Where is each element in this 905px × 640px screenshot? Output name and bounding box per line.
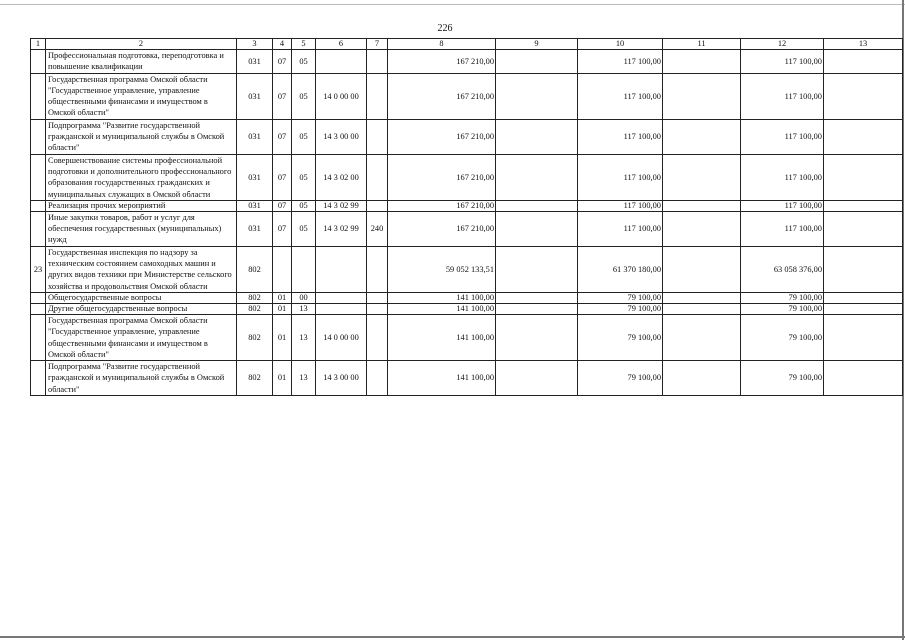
column-header: 10 [578, 39, 663, 50]
amount-cell [496, 292, 578, 303]
target-article-cell: 14 0 00 00 [316, 73, 367, 119]
code-cell: 802 [237, 246, 273, 292]
row-number-cell [31, 361, 46, 396]
amount-cell [824, 246, 903, 292]
amount-cell: 79 100,00 [578, 314, 663, 360]
amount-cell [663, 361, 741, 396]
amount-cell [824, 211, 903, 246]
column-header: 7 [367, 39, 388, 50]
target-article-cell [316, 246, 367, 292]
table-body [31, 39, 903, 396]
row-number-cell [31, 314, 46, 360]
row-number-cell [31, 211, 46, 246]
amount-cell [496, 73, 578, 119]
column-header: 6 [316, 39, 367, 50]
item-name-cell: Подпрограмма "Развитие государственной гражданской и муниципальной службы в Омской области" [46, 119, 237, 154]
amount-cell: 117 100,00 [578, 200, 663, 211]
table-row [31, 292, 903, 303]
expense-type-cell [367, 119, 388, 154]
item-name-cell: Государственная программа Омской области "Государственное управление, управление общественными финансами и имуществом в Омской области" [46, 73, 237, 119]
target-article-cell: 14 3 02 99 [316, 200, 367, 211]
subsection-cell: 13 [292, 361, 316, 396]
target-article-cell: 14 3 00 00 [316, 119, 367, 154]
column-header: 11 [663, 39, 741, 50]
subsection-cell: 05 [292, 119, 316, 154]
table-row [31, 246, 903, 292]
amount-cell [496, 154, 578, 200]
row-number-cell [31, 119, 46, 154]
amount-cell: 117 100,00 [578, 73, 663, 119]
item-name-cell: Профессиональная подготовка, переподготовка и повышение квалификации [46, 50, 237, 74]
header-row [31, 39, 903, 50]
amount-cell: 79 100,00 [741, 361, 824, 396]
section-cell: 07 [273, 73, 292, 119]
amount-cell: 79 100,00 [578, 292, 663, 303]
expense-type-cell [367, 50, 388, 74]
item-name-cell: Государственная программа Омской области "Государственное управление, управление общественными финансами и имуществом в Омской области" [46, 314, 237, 360]
amount-cell [824, 292, 903, 303]
amount-cell [496, 246, 578, 292]
code-cell: 802 [237, 361, 273, 396]
row-number-cell [31, 73, 46, 119]
item-name-cell: Реализация прочих мероприятий [46, 200, 237, 211]
expense-type-cell [367, 292, 388, 303]
amount-cell [496, 303, 578, 314]
section-cell: 07 [273, 211, 292, 246]
amount-cell: 167 210,00 [388, 200, 496, 211]
table-row [31, 314, 903, 360]
target-article-cell [316, 50, 367, 74]
amount-cell [663, 314, 741, 360]
item-name-cell: Подпрограмма "Развитие государственной гражданской и муниципальной службы в Омской области" [46, 361, 237, 396]
amount-cell: 167 210,00 [388, 154, 496, 200]
section-cell: 07 [273, 50, 292, 74]
amount-cell: 167 210,00 [388, 73, 496, 119]
item-name-cell: Иные закупки товаров, работ и услуг для обеспечения государственных (муниципальных) нужд [46, 211, 237, 246]
table-row [31, 119, 903, 154]
amount-cell [496, 314, 578, 360]
amount-cell: 117 100,00 [578, 211, 663, 246]
scan-edge-top [0, 4, 905, 5]
code-cell: 031 [237, 200, 273, 211]
column-header: 8 [388, 39, 496, 50]
section-cell: 01 [273, 292, 292, 303]
subsection-cell: 13 [292, 303, 316, 314]
section-cell: 01 [273, 361, 292, 396]
subsection-cell: 05 [292, 200, 316, 211]
code-cell: 031 [237, 73, 273, 119]
amount-cell: 141 100,00 [388, 292, 496, 303]
code-cell: 031 [237, 50, 273, 74]
amount-cell [663, 303, 741, 314]
amount-cell [663, 211, 741, 246]
amount-cell: 141 100,00 [388, 303, 496, 314]
expense-type-cell [367, 361, 388, 396]
subsection-cell: 05 [292, 50, 316, 74]
amount-cell: 79 100,00 [741, 292, 824, 303]
amount-cell [496, 200, 578, 211]
amount-cell: 61 370 180,00 [578, 246, 663, 292]
amount-cell: 117 100,00 [741, 200, 824, 211]
amount-cell [824, 50, 903, 74]
row-number-cell [31, 303, 46, 314]
code-cell: 031 [237, 154, 273, 200]
column-header: 13 [824, 39, 903, 50]
amount-cell [824, 73, 903, 119]
item-name-cell: Другие общегосударственные вопросы [46, 303, 237, 314]
amount-cell: 167 210,00 [388, 50, 496, 74]
expense-type-cell [367, 154, 388, 200]
column-header: 12 [741, 39, 824, 50]
expense-type-cell [367, 303, 388, 314]
row-number-cell [31, 292, 46, 303]
amount-cell [663, 246, 741, 292]
expense-type-cell [367, 314, 388, 360]
amount-cell: 167 210,00 [388, 211, 496, 246]
item-name-cell: Совершенствование системы профессиональной подготовки и дополнительного профессионального образования государственных гражданских и муниципальных служащих в Омской области [46, 154, 237, 200]
page-number: 226 [437, 23, 453, 34]
amount-cell [496, 50, 578, 74]
target-article-cell [316, 292, 367, 303]
row-number-cell [31, 50, 46, 74]
target-article-cell: 14 3 00 00 [316, 361, 367, 396]
amount-cell [824, 303, 903, 314]
column-header: 9 [496, 39, 578, 50]
amount-cell: 117 100,00 [741, 50, 824, 74]
item-name-cell: Общегосударственные вопросы [46, 292, 237, 303]
expense-type-cell [367, 246, 388, 292]
target-article-cell: 14 3 02 00 [316, 154, 367, 200]
row-number-cell [31, 154, 46, 200]
code-cell: 031 [237, 119, 273, 154]
code-cell: 802 [237, 292, 273, 303]
target-article-cell: 14 3 02 99 [316, 211, 367, 246]
section-cell: 07 [273, 119, 292, 154]
table-row [31, 73, 903, 119]
target-article-cell [316, 303, 367, 314]
subsection-cell: 05 [292, 73, 316, 119]
table-row [31, 211, 903, 246]
amount-cell: 117 100,00 [741, 73, 824, 119]
amount-cell [663, 50, 741, 74]
subsection-cell: 05 [292, 154, 316, 200]
amount-cell: 141 100,00 [388, 314, 496, 360]
amount-cell: 79 100,00 [741, 303, 824, 314]
amount-cell: 117 100,00 [578, 50, 663, 74]
target-article-cell: 14 0 00 00 [316, 314, 367, 360]
section-cell: 01 [273, 303, 292, 314]
row-number-cell [31, 200, 46, 211]
expense-type-cell [367, 73, 388, 119]
column-header: 3 [237, 39, 273, 50]
table-row [31, 303, 903, 314]
section-cell: 07 [273, 154, 292, 200]
amount-cell [663, 154, 741, 200]
amount-cell: 79 100,00 [578, 303, 663, 314]
table-row [31, 154, 903, 200]
table-row [31, 200, 903, 211]
item-name-cell: Государственная инспекция по надзору за техническим состоянием самоходных машин и других видов техники при Министерстве сельского хозяйства и продовольствия Омской области [46, 246, 237, 292]
row-number-cell: 23 [31, 246, 46, 292]
section-cell [273, 246, 292, 292]
scan-edge-bottom [0, 636, 905, 638]
amount-cell [824, 154, 903, 200]
code-cell: 802 [237, 314, 273, 360]
section-cell: 07 [273, 200, 292, 211]
column-header: 1 [31, 39, 46, 50]
amount-cell: 117 100,00 [741, 211, 824, 246]
column-header: 4 [273, 39, 292, 50]
subsection-cell: 00 [292, 292, 316, 303]
amount-cell: 117 100,00 [578, 154, 663, 200]
amount-cell [663, 200, 741, 211]
amount-cell [663, 119, 741, 154]
table-row [31, 361, 903, 396]
amount-cell [663, 292, 741, 303]
amount-cell [496, 361, 578, 396]
column-header: 5 [292, 39, 316, 50]
amount-cell [496, 119, 578, 154]
column-header: 2 [46, 39, 237, 50]
expense-type-cell: 240 [367, 211, 388, 246]
table-row [31, 50, 903, 74]
code-cell: 031 [237, 211, 273, 246]
expense-type-cell [367, 200, 388, 211]
amount-cell: 117 100,00 [741, 119, 824, 154]
amount-cell: 167 210,00 [388, 119, 496, 154]
amount-cell: 79 100,00 [741, 314, 824, 360]
amount-cell [824, 314, 903, 360]
amount-cell [824, 119, 903, 154]
amount-cell [824, 200, 903, 211]
amount-cell: 117 100,00 [578, 119, 663, 154]
amount-cell [496, 211, 578, 246]
amount-cell: 117 100,00 [741, 154, 824, 200]
amount-cell [824, 361, 903, 396]
budget-table [30, 38, 903, 396]
section-cell: 01 [273, 314, 292, 360]
code-cell: 802 [237, 303, 273, 314]
amount-cell: 141 100,00 [388, 361, 496, 396]
subsection-cell: 05 [292, 211, 316, 246]
amount-cell: 79 100,00 [578, 361, 663, 396]
amount-cell: 63 058 376,00 [741, 246, 824, 292]
amount-cell [663, 73, 741, 119]
subsection-cell [292, 246, 316, 292]
amount-cell: 59 052 133,51 [388, 246, 496, 292]
subsection-cell: 13 [292, 314, 316, 360]
